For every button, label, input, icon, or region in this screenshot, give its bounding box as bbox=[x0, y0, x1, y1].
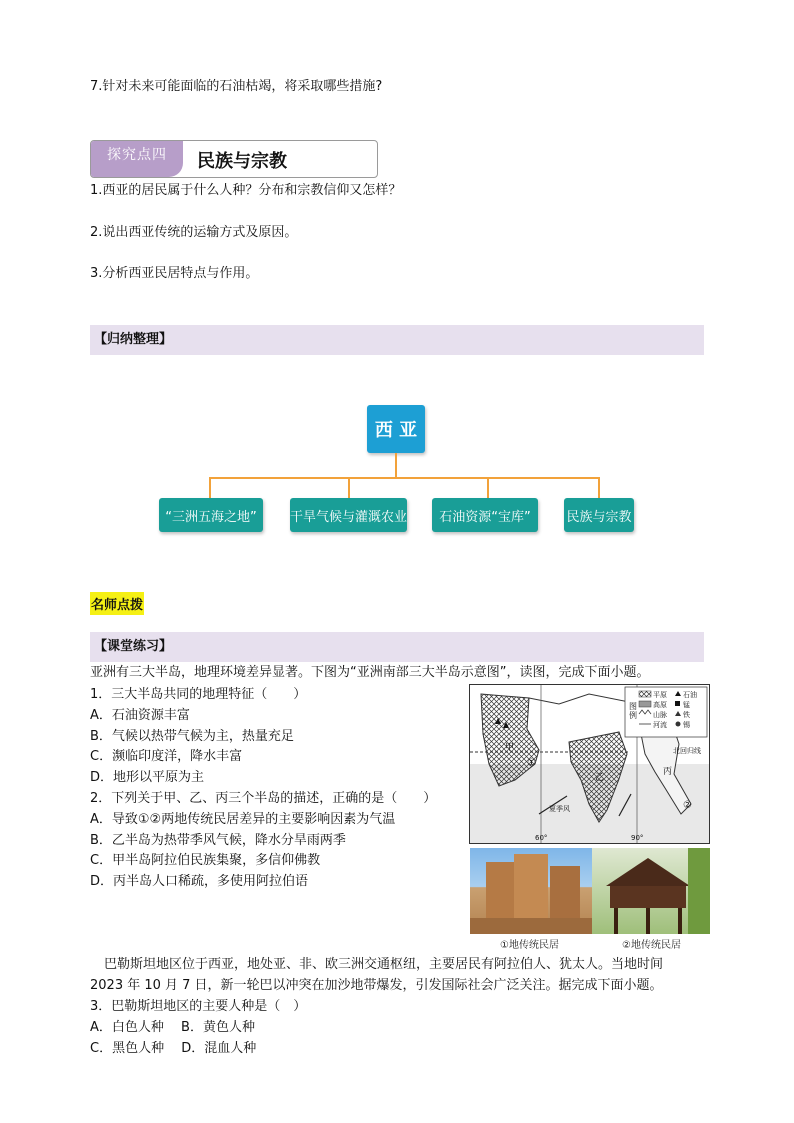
mindmap-connector bbox=[209, 477, 599, 479]
legend-manganese: 锰 bbox=[683, 701, 690, 709]
q1-option-b: B．气候以热带气候为主，热量充足 bbox=[90, 729, 294, 744]
section-title: 民族与宗教 bbox=[197, 151, 287, 172]
peninsula-map bbox=[469, 684, 710, 844]
legend-river: 河流 bbox=[653, 721, 667, 729]
legend-iron: 铁 bbox=[683, 711, 690, 719]
legend-plain: 平原 bbox=[653, 691, 667, 699]
mindmap-connector bbox=[348, 477, 350, 498]
mindmap-connector bbox=[209, 477, 211, 498]
photo-caption-1: ①地传统民居 bbox=[500, 940, 559, 951]
label-bing: 丙 bbox=[663, 767, 673, 777]
question-3: 3．巴勒斯坦地区的主要人种是（ ） bbox=[90, 999, 307, 1014]
mindmap-connector bbox=[487, 477, 489, 498]
photo-caption-2: ②地传统民居 bbox=[622, 940, 681, 951]
question-2: 2．下列关于甲、乙、丙三个半岛的描述，正确的是（ ） bbox=[90, 791, 437, 806]
label-jia: 甲 bbox=[505, 743, 515, 753]
label-lon-60: 60° bbox=[535, 834, 548, 842]
section-tab bbox=[90, 140, 378, 178]
q1-option-c: C．濒临印度洋，降水丰富 bbox=[90, 749, 243, 764]
legend-mountain: 山脉 bbox=[653, 711, 667, 719]
mindmap-child-2: 干旱气候与灌溉农业 bbox=[290, 498, 407, 532]
q1-option-a: A．石油资源丰富 bbox=[90, 708, 190, 723]
mindmap-connector bbox=[598, 477, 600, 498]
passage-line-1: 巴勒斯坦地区位于西亚，地处亚、非、欧三洲交通枢纽，主要居民有阿拉伯人、犹太人。当地时间 bbox=[104, 957, 664, 972]
photo-stilt-house bbox=[592, 848, 710, 934]
q1-option-d: D．地形以平原为主 bbox=[90, 770, 205, 785]
mindmap-connector bbox=[395, 453, 397, 478]
q3-options-row-2: C．黑色人种 D．混血人种 bbox=[90, 1041, 257, 1056]
label-monsoon: 夏季风 bbox=[549, 805, 570, 813]
legend-oil: 石油 bbox=[683, 691, 697, 699]
section-question-2: 2.说出西亚传统的运输方式及原因。 bbox=[90, 225, 298, 240]
mindmap-child-1: “三洲五海之地” bbox=[159, 498, 263, 532]
label-site-2: ② bbox=[683, 800, 692, 811]
q2-option-a: A．导致①②两地传统民居差异的主要影响因素为气温 bbox=[90, 812, 396, 827]
label-yi: 乙 bbox=[595, 773, 605, 783]
mindmap-root: 西 亚 bbox=[367, 405, 425, 453]
section-question-1: 1.西亚的居民属于什么人种？分布和宗教信仰又怎样？ bbox=[90, 183, 402, 198]
teacher-tip-label: 名师点拨 bbox=[90, 592, 144, 615]
mindmap-child-4: 民族与宗教 bbox=[564, 498, 634, 532]
practice-heading: 【课堂练习】 bbox=[90, 632, 704, 662]
legend-tin: 锡 bbox=[683, 721, 690, 729]
label-site-1: ① bbox=[527, 758, 536, 769]
mindmap-child-3: 石油资源“宝库” bbox=[432, 498, 538, 532]
practice-intro: 亚洲有三大半岛，地理环境差异显著。下图为“亚洲南部三大半岛示意图”，读图，完成下面小题。 bbox=[90, 665, 650, 680]
question-1: 1．三大半岛共同的地理特征（ ） bbox=[90, 687, 307, 702]
q3-options-row-1: A．白色人种 B．黄色人种 bbox=[90, 1020, 255, 1035]
q2-option-c: C．甲半岛阿拉伯民族集聚，多信仰佛教 bbox=[90, 853, 321, 868]
q2-option-b: B．乙半岛为热带季风气候，降水分旱雨两季 bbox=[90, 833, 346, 848]
section-question-3: 3.分析西亚民居特点与作用。 bbox=[90, 266, 259, 281]
question-7: 7.针对未来可能面临的石油枯竭，将采取哪些措施? bbox=[90, 79, 383, 94]
map-legend-title: 图例 bbox=[629, 702, 637, 720]
photo-mudbrick-houses bbox=[470, 848, 592, 934]
q2-option-d: D．丙半岛人口稀疏，多使用阿拉伯语 bbox=[90, 874, 309, 889]
summary-heading: 【归纳整理】 bbox=[90, 325, 704, 355]
label-tropic: 北回归线 bbox=[673, 747, 701, 755]
passage-line-2: 2023 年 10 月 7 日，新一轮巴以冲突在加沙地带爆发，引发国际社会广泛关注。据完成下面小题。 bbox=[90, 978, 663, 993]
label-lon-90: 90° bbox=[631, 834, 644, 842]
legend-plateau: 高原 bbox=[653, 701, 667, 709]
section-tab-label: 探究点四 bbox=[91, 141, 183, 177]
